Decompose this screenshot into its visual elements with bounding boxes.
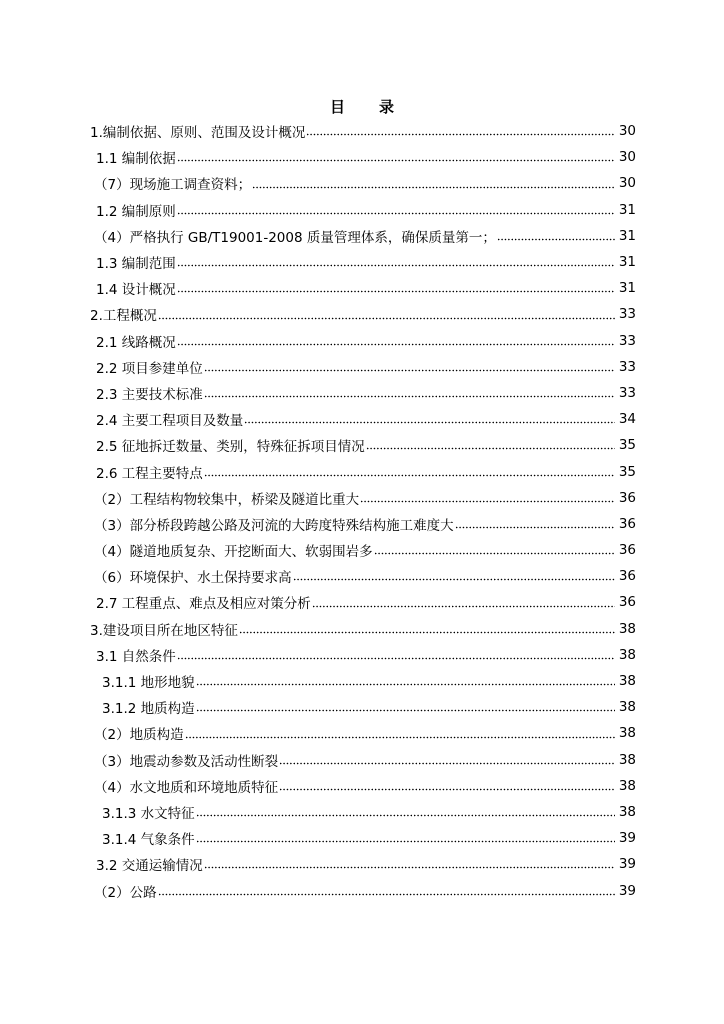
toc-entry-page-number: 30: [618, 175, 636, 192]
toc-entry[interactable]: [0, 485, 724, 511]
toc-entry[interactable]: [0, 589, 724, 615]
toc-entry-label: 3.1.4 气象条件: [102, 832, 195, 849]
toc-dot-leader: [185, 731, 615, 739]
toc-entry-page-number: 38: [618, 803, 636, 820]
toc-dot-leader: [204, 469, 615, 477]
toc-title-part-2: 录: [379, 98, 395, 116]
toc-entry-label: 2.1 线路概况: [96, 334, 176, 351]
toc-dot-leader: [312, 600, 615, 608]
toc-entry-label: 1.编制依据、原则、范围及设计概况: [90, 125, 306, 142]
toc-entry[interactable]: [0, 118, 724, 144]
toc-dot-leader: [177, 259, 615, 267]
toc-entry[interactable]: [0, 380, 724, 406]
toc-entry[interactable]: [0, 825, 724, 851]
toc-entry-label: 2.2 项目参建单位: [96, 360, 203, 377]
toc-title: [0, 96, 724, 117]
toc-entry-label: （7）现场施工调查资料；: [94, 177, 252, 194]
toc-entry-page-number: 34: [618, 411, 636, 428]
toc-entry-page-number: 31: [618, 280, 636, 297]
toc-entry-page-number: 38: [618, 751, 636, 768]
toc-entry-label: （4）水文地质和环境地质特征: [94, 779, 279, 796]
toc-entry-label: 1.4 设计概况: [96, 282, 176, 299]
toc-entry[interactable]: [0, 223, 724, 249]
toc-entry[interactable]: [0, 563, 724, 589]
toc-entry-label: （2）工程结构物较集中，桥梁及隧道比重大: [94, 491, 360, 508]
toc-dot-leader: [158, 888, 615, 896]
toc-entry-label: （6）环境保护、水土保持要求高: [94, 570, 292, 587]
toc-entry-label: 2.7 工程重点、难点及相应对策分析: [96, 596, 311, 613]
toc-dot-leader: [360, 495, 615, 503]
toc-entry-page-number: 38: [618, 620, 636, 637]
toc-entry[interactable]: [0, 877, 724, 903]
toc-entry-page-number: 38: [618, 777, 636, 794]
toc-dot-leader: [204, 390, 615, 398]
toc-entry[interactable]: [0, 275, 724, 301]
toc-title-part-1: 目: [329, 98, 345, 116]
toc-entry-page-number: 35: [618, 463, 636, 480]
toc-entry-label: （2）地质构造: [94, 727, 184, 744]
toc-dot-leader: [306, 128, 615, 136]
toc-entry-page-number: 33: [618, 358, 636, 375]
toc-list: [0, 118, 724, 904]
toc-entry[interactable]: [0, 432, 724, 458]
toc-dot-leader: [239, 626, 615, 634]
toc-dot-leader: [279, 757, 615, 765]
toc-entry-label: 3.1 自然条件: [96, 648, 176, 665]
toc-entry-label: 3.1.2 地质构造: [102, 701, 195, 718]
toc-entry-label: 3.1.1 地形地貌: [102, 675, 195, 692]
toc-dot-leader: [177, 652, 615, 660]
toc-entry[interactable]: [0, 511, 724, 537]
toc-dot-leader: [252, 181, 615, 189]
toc-entry[interactable]: [0, 642, 724, 668]
toc-entry-label: （3）部分桥段跨越公路及河流的大跨度特殊结构施工难度大: [94, 517, 454, 534]
toc-entry-page-number: 31: [618, 227, 636, 244]
toc-entry-label: 3.1.3 水文特征: [102, 805, 195, 822]
toc-entry-page-number: 36: [618, 542, 636, 559]
toc-entry-page-number: 38: [618, 673, 636, 690]
toc-dot-leader: [366, 442, 615, 450]
toc-entry[interactable]: [0, 537, 724, 563]
toc-entry[interactable]: [0, 406, 724, 432]
toc-dot-leader: [196, 704, 615, 712]
toc-entry-page-number: 39: [618, 830, 636, 847]
toc-entry[interactable]: [0, 799, 724, 825]
toc-dot-leader: [158, 312, 615, 320]
toc-dot-leader: [497, 233, 615, 241]
toc-entry[interactable]: [0, 720, 724, 746]
toc-dot-leader: [374, 547, 615, 555]
toc-entry-page-number: 36: [618, 594, 636, 611]
toc-entry-label: 1.3 编制范围: [96, 256, 176, 273]
toc-entry-page-number: 30: [618, 123, 636, 140]
toc-entry-page-number: 36: [618, 568, 636, 585]
toc-dot-leader: [196, 678, 615, 686]
toc-dot-leader: [244, 416, 615, 424]
toc-entry[interactable]: [0, 249, 724, 275]
toc-dot-leader: [204, 861, 615, 869]
toc-entry[interactable]: [0, 747, 724, 773]
toc-entry-label: 2.3 主要技术标准: [96, 386, 203, 403]
toc-dot-leader: [177, 207, 615, 215]
toc-entry-page-number: 38: [618, 699, 636, 716]
toc-entry-page-number: 38: [618, 646, 636, 663]
toc-entry[interactable]: [0, 668, 724, 694]
toc-dot-leader: [177, 154, 615, 162]
toc-entry[interactable]: [0, 694, 724, 720]
toc-entry-page-number: 30: [618, 149, 636, 166]
toc-entry-page-number: 31: [618, 201, 636, 218]
toc-entry-label: 2.6 工程主要特点: [96, 465, 203, 482]
toc-entry-label: （3）地震动参数及活动性断裂: [94, 753, 279, 770]
toc-dot-leader: [293, 573, 615, 581]
toc-entry-page-number: 39: [618, 882, 636, 899]
toc-entry[interactable]: [0, 301, 724, 327]
toc-entry[interactable]: [0, 354, 724, 380]
toc-entry[interactable]: [0, 458, 724, 484]
toc-entry[interactable]: [0, 144, 724, 170]
toc-entry-page-number: 33: [618, 306, 636, 323]
toc-entry-label: 2.4 主要工程项目及数量: [96, 413, 244, 430]
toc-dot-leader: [279, 783, 615, 791]
toc-entry-label: 3.建设项目所在地区特征: [90, 622, 238, 639]
toc-entry-page-number: 33: [618, 384, 636, 401]
toc-entry-label: （4）隧道地质复杂、开挖断面大、软弱围岩多: [94, 544, 373, 561]
toc-dot-leader: [196, 809, 615, 817]
toc-entry-label: 1.1 编制依据: [96, 151, 176, 168]
toc-entry-page-number: 33: [618, 332, 636, 349]
toc-entry-page-number: 39: [618, 856, 636, 873]
toc-dot-leader: [204, 364, 615, 372]
toc-entry-page-number: 35: [618, 437, 636, 454]
toc-entry[interactable]: [0, 197, 724, 223]
toc-dot-leader: [177, 285, 615, 293]
toc-entry[interactable]: [0, 616, 724, 642]
toc-entry-page-number: 31: [618, 254, 636, 271]
toc-dot-leader: [455, 521, 615, 529]
toc-entry-page-number: 36: [618, 489, 636, 506]
toc-entry-page-number: 36: [618, 515, 636, 532]
toc-entry[interactable]: [0, 328, 724, 354]
toc-entry-label: 1.2 编制原则: [96, 203, 176, 220]
toc-entry-page-number: 38: [618, 725, 636, 742]
toc-entry-label: （4）严格执行 GB/T19001-2008 质量管理体系，确保质量第一；: [94, 229, 496, 246]
toc-entry[interactable]: [0, 851, 724, 877]
toc-entry[interactable]: [0, 170, 724, 196]
toc-dot-leader: [196, 835, 615, 843]
toc-entry-label: 2.工程概况: [90, 308, 157, 325]
toc-entry[interactable]: [0, 773, 724, 799]
toc-entry-label: 3.2 交通运输情况: [96, 858, 203, 875]
toc-dot-leader: [177, 338, 615, 346]
toc-entry-label: 2.5 征地拆迁数量、类别，特殊征拆项目情况: [96, 439, 365, 456]
toc-entry-label: （2）公路: [94, 884, 157, 901]
